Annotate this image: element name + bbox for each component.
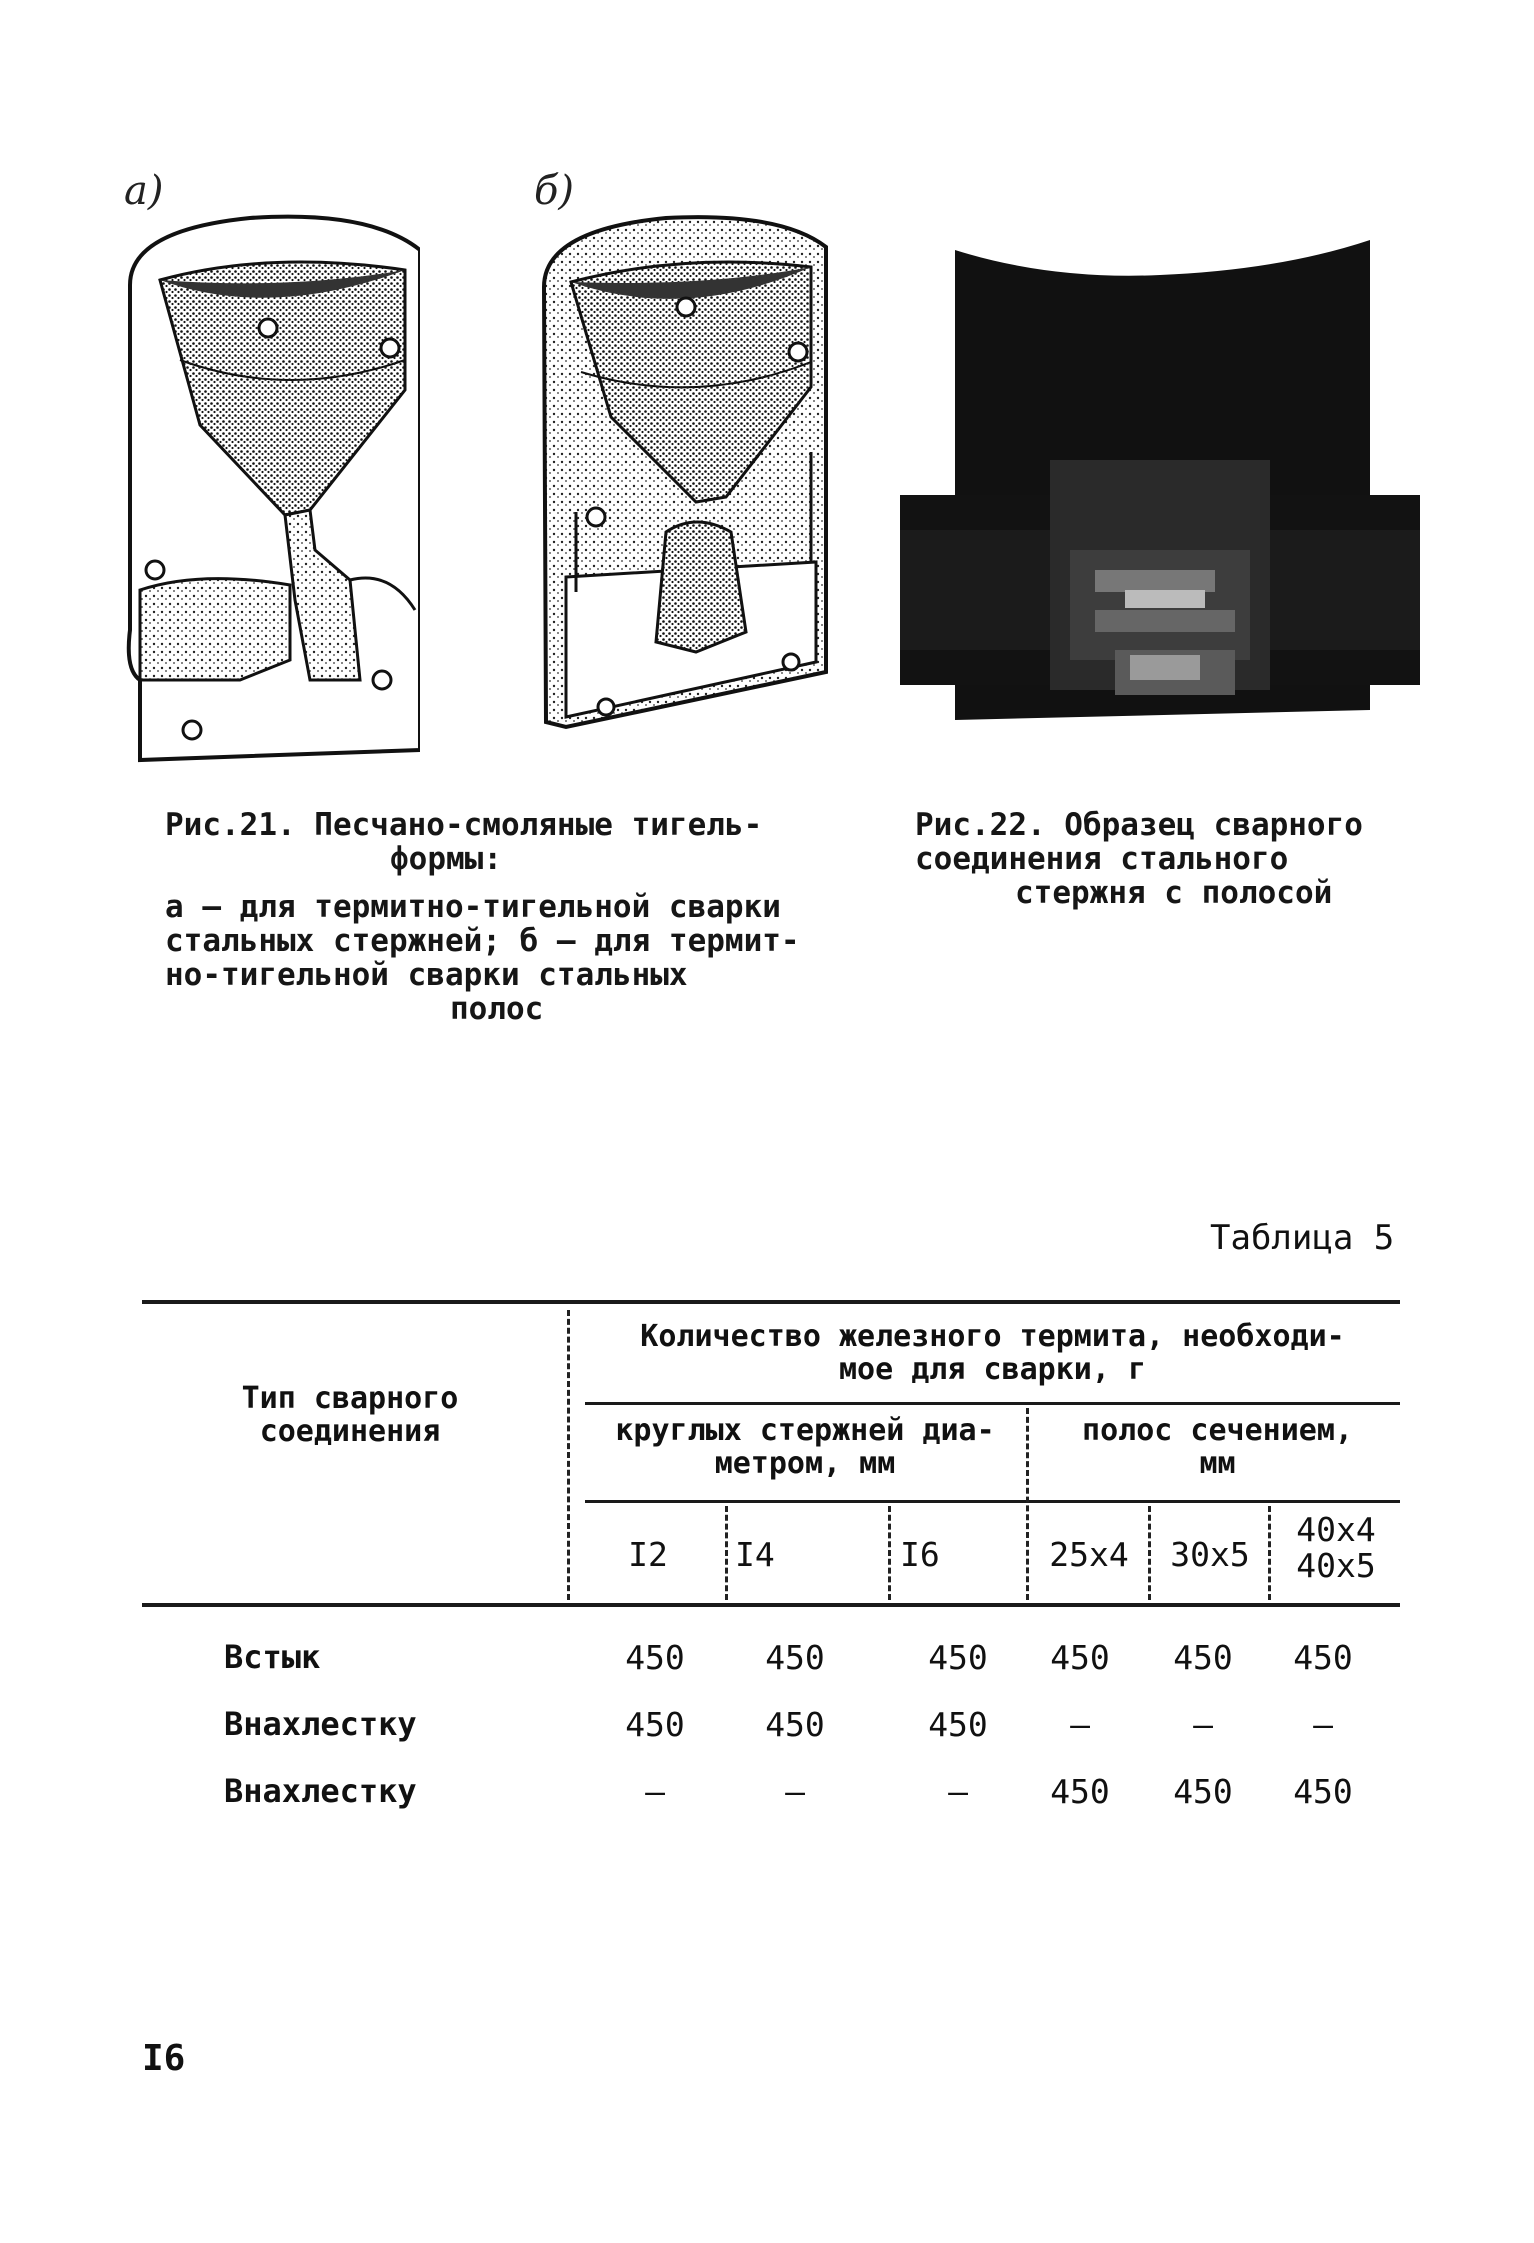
figure-21-caption bbox=[165, 808, 865, 1026]
table-cell: – bbox=[1193, 1705, 1213, 1744]
header-line: метром, мм bbox=[714, 1446, 896, 1481]
header-line: круглых стержней диа- bbox=[615, 1413, 995, 1448]
figure-22-caption bbox=[915, 808, 1435, 910]
column-header-strips bbox=[1035, 1414, 1400, 1480]
welded-joint-sample-photo bbox=[900, 240, 1420, 730]
table-cell: – bbox=[645, 1772, 665, 1811]
caption-line: а – для термитно-тигельной сварки bbox=[165, 889, 781, 925]
table-cell: 450 bbox=[625, 1705, 685, 1744]
table-cell: 450 bbox=[1173, 1638, 1233, 1677]
caption-line: полос bbox=[450, 991, 544, 1027]
caption-line: Рис.22. Образец сварного bbox=[915, 807, 1363, 843]
caption-line: но-тигельной сварки стальных bbox=[165, 957, 688, 993]
caption-line: стальных стержней; б – для термит- bbox=[165, 923, 800, 959]
column-header-size: 30x5 bbox=[1170, 1535, 1250, 1574]
column-header-size: I4 bbox=[735, 1535, 775, 1574]
table-cell: 450 bbox=[765, 1705, 825, 1744]
table-cell: 450 bbox=[1050, 1638, 1110, 1677]
table-column-divider bbox=[1268, 1506, 1271, 1600]
caption-line: стержня с полосой bbox=[1015, 875, 1333, 911]
table-cell: – bbox=[948, 1772, 968, 1811]
header-line: мое для сварки, г bbox=[838, 1352, 1147, 1387]
table-column-divider bbox=[888, 1506, 891, 1600]
column-header-size: I2 bbox=[628, 1535, 668, 1574]
table-cell: 450 bbox=[1293, 1772, 1353, 1811]
table-top-rule bbox=[142, 1300, 1400, 1304]
row-label: Внахлестку bbox=[224, 1705, 417, 1743]
table-column-divider bbox=[1026, 1408, 1029, 1600]
table-cell: 450 bbox=[1050, 1772, 1110, 1811]
caption-line: соединения стального bbox=[915, 841, 1289, 877]
table-row bbox=[0, 1772, 1534, 1812]
row-label: Встык bbox=[224, 1638, 321, 1676]
table-cell: 450 bbox=[928, 1638, 988, 1677]
table-cell: 450 bbox=[765, 1638, 825, 1677]
column-header-round-rods bbox=[585, 1414, 1025, 1480]
table-cell: 450 bbox=[1173, 1772, 1233, 1811]
table-header-mid-rule bbox=[585, 1402, 1400, 1405]
table-column-divider bbox=[1148, 1506, 1151, 1600]
table-cell: 450 bbox=[928, 1705, 988, 1744]
caption-line: Рис.21. Песчано-смоляные тигель- bbox=[165, 807, 763, 843]
table-cell: 450 bbox=[625, 1638, 685, 1677]
crucible-mold-strips-drawing bbox=[536, 212, 831, 737]
header-line: полос сечением, bbox=[1082, 1413, 1353, 1448]
table-title: Таблица 5 bbox=[1210, 1218, 1395, 1258]
figure-label-a: а) bbox=[124, 168, 164, 214]
column-header-size: I6 bbox=[900, 1535, 940, 1574]
column-header-size: 40x4 40x5 bbox=[1296, 1510, 1376, 1585]
header-line: Количество железного термита, необходи- bbox=[640, 1319, 1345, 1354]
row-label: Внахлестку bbox=[224, 1772, 417, 1810]
caption-line: формы: bbox=[390, 841, 502, 877]
table-header-sub-rule bbox=[585, 1500, 1400, 1503]
column-header-thermite-amount bbox=[585, 1320, 1400, 1386]
header-line: мм bbox=[1199, 1446, 1236, 1481]
crucible-mold-rods-drawing bbox=[120, 210, 420, 770]
header-line: Тип сварного bbox=[241, 1381, 459, 1416]
table-cell: – bbox=[1070, 1705, 1090, 1744]
column-header-size: 25x4 bbox=[1049, 1535, 1129, 1574]
header-line: соединения bbox=[259, 1414, 441, 1449]
table-column-divider bbox=[725, 1506, 728, 1600]
table-row bbox=[0, 1705, 1534, 1745]
table-header-bottom-rule bbox=[142, 1603, 1400, 1607]
table-row bbox=[0, 1638, 1534, 1678]
column-header-joint-type bbox=[180, 1382, 520, 1448]
table-cell: – bbox=[1313, 1705, 1333, 1744]
table-column-divider bbox=[567, 1310, 570, 1600]
page-number: I6 bbox=[142, 2038, 186, 2079]
table-cell: 450 bbox=[1293, 1638, 1353, 1677]
table-cell: – bbox=[785, 1772, 805, 1811]
figure-label-b: б) bbox=[534, 168, 575, 214]
